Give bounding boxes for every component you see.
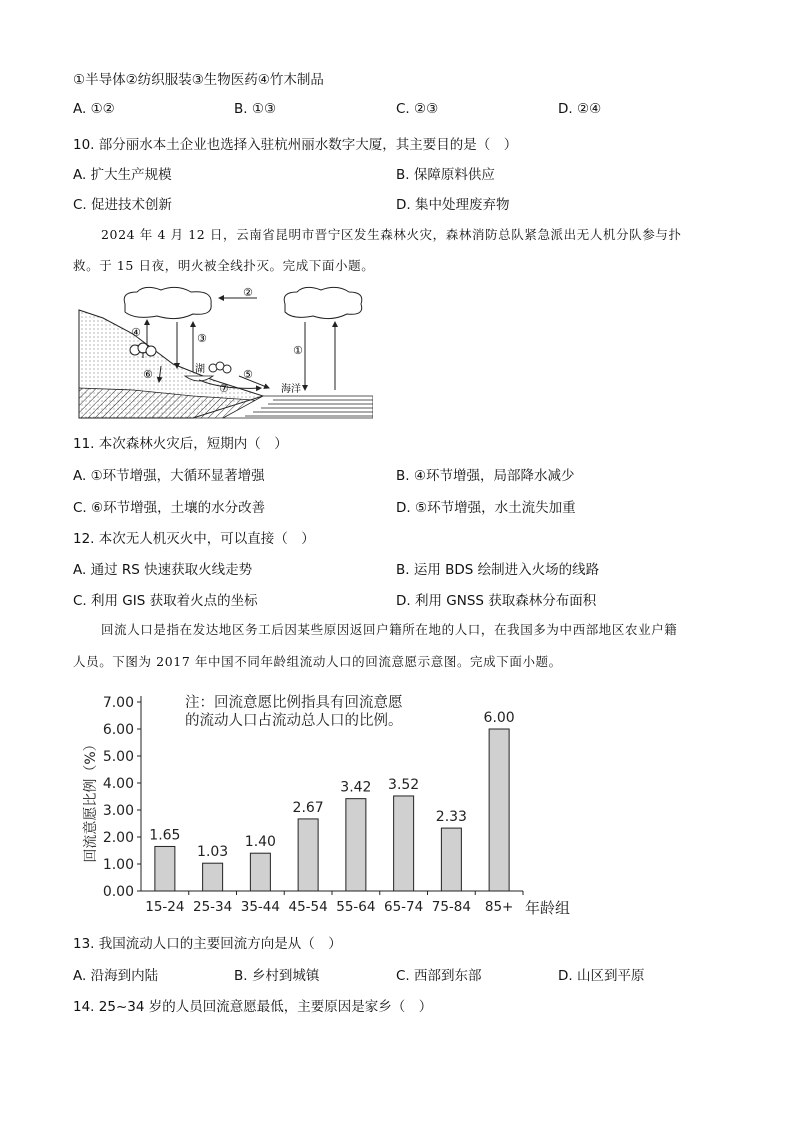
chart-x-tick-label: 15-24 <box>145 899 185 915</box>
water-cycle-diagram <box>73 284 373 420</box>
q13-option-c[interactable]: C. 西部到东部 <box>396 968 482 984</box>
chart-note-line2: 的流动人口占流动总人口的比例。 <box>185 713 403 729</box>
q14-stem: 14. 25~34 岁的人员回流意愿最低，主要原因是家乡（ ） <box>73 999 433 1015</box>
label-2: ② <box>243 286 253 299</box>
chart-note-line1: 注：回流意愿比例指具有回流意愿 <box>185 695 403 711</box>
q11-stem: 11. 本次森林火灾后，短期内（ ） <box>73 436 288 452</box>
q10-option-c[interactable]: C. 促进技术创新 <box>73 197 173 213</box>
chart-bar-value-label: 1.03 <box>197 844 229 861</box>
chart-bar-value-label: 1.40 <box>244 834 276 851</box>
chart-bar <box>298 819 318 891</box>
chart-bar <box>155 846 175 891</box>
chart-y-tick-label: 5.00 <box>102 749 134 765</box>
lake-label: 湖 <box>195 364 205 375</box>
chart-x-tick-label: 75-84 <box>431 899 471 915</box>
top-line: ①半导体②纺织服装③生物医药④竹木制品 <box>73 72 324 88</box>
chart-y-tick-label: 6.00 <box>102 722 134 738</box>
chart-bar <box>489 729 509 891</box>
q10-option-a[interactable]: A. 扩大生产规模 <box>73 167 172 183</box>
ocean-label: 海洋 <box>281 384 301 395</box>
label-7: ⑦ <box>219 382 229 395</box>
q9-option-c[interactable]: C. ②③ <box>396 101 439 117</box>
chart-bar <box>346 799 366 891</box>
q9-option-d[interactable]: D. ②④ <box>558 101 602 117</box>
label-4: ④ <box>131 326 141 339</box>
chart-bar-value-label: 1.65 <box>149 827 181 844</box>
chart-bar-value-label: 3.42 <box>340 779 372 796</box>
label-3: ③ <box>197 332 207 345</box>
chart-x-tick-label: 55-64 <box>336 899 376 915</box>
label-5: ⑤ <box>243 368 253 381</box>
q12-stem: 12. 本次无人机灭火中，可以直接（ ） <box>73 531 315 547</box>
chart-y-tick-label: 7.00 <box>102 695 134 711</box>
cloud-left <box>124 287 211 318</box>
q12-option-b[interactable]: B. 运用 BDS 绘制进入火场的线路 <box>396 562 600 578</box>
q11-option-c[interactable]: C. ⑥环节增强，土壤的水分改善 <box>73 500 266 516</box>
q10-option-d[interactable]: D. 集中处理废弃物 <box>396 197 510 213</box>
q11-option-d[interactable]: D. ⑤环节增强，水土流失加重 <box>396 500 576 516</box>
chart-bar-value-label: 2.67 <box>292 799 324 816</box>
chart-x-tick-label: 25-34 <box>193 899 233 915</box>
chart-bar-value-label: 6.00 <box>483 710 515 726</box>
q13-stem: 13. 我国流动人口的主要回流方向是从（ ） <box>73 936 342 952</box>
q11-option-a[interactable]: A. ①环节增强，大循环显著增强 <box>73 468 265 484</box>
chart-bar <box>203 863 223 891</box>
chart-xlabel: 年龄组 <box>525 899 571 917</box>
passage2-line2: 人员。下图为 2017 年中国不同年龄组流动人口的回流意愿示意图。完成下面小题。 <box>73 654 562 669</box>
passage1-line2: 救。于 15 日夜，明火被全线扑灭。完成下面小题。 <box>73 258 375 273</box>
chart-x-tick-label: 45-54 <box>288 899 328 915</box>
chart-bar <box>394 796 414 891</box>
chart-bar <box>441 828 461 891</box>
chart-y-tick-label: 2.00 <box>102 830 134 846</box>
q10-option-b[interactable]: B. 保障原料供应 <box>396 167 495 183</box>
return-willingness-chart <box>73 680 593 925</box>
q10-stem: 10. 部分丽水本土企业也选择入驻杭州丽水数字大厦，其主要目的是（ ） <box>73 137 518 153</box>
chart-y-tick-label: 0.00 <box>102 884 134 900</box>
q12-option-d[interactable]: D. 利用 GNSS 获取森林分布面积 <box>396 593 597 609</box>
chart-y-tick-label: 4.00 <box>102 776 134 792</box>
q9-option-a[interactable]: A. ①② <box>73 101 115 117</box>
q12-option-a[interactable]: A. 通过 RS 快速获取火线走势 <box>73 562 253 578</box>
label-6: ⑥ <box>143 368 153 381</box>
q12-option-c[interactable]: C. 利用 GIS 获取着火点的坐标 <box>73 593 258 609</box>
chart-x-tick-label: 65-74 <box>384 899 424 915</box>
q13-option-a[interactable]: A. 沿海到内陆 <box>73 968 159 984</box>
chart-ylabel: 回流意愿比例（%） <box>83 737 99 863</box>
chart-x-tick-label: 85+ <box>484 899 514 915</box>
chart-x-tick-label: 35-44 <box>240 899 280 915</box>
chart-bar-value-label: 2.33 <box>435 809 467 826</box>
chart-y-tick-label: 3.00 <box>102 803 134 819</box>
passage2-line1: 回流人口是指在发达地区务工后因某些原因返回户籍所在地的人口，在我国多为中西部地区农业户籍 <box>101 622 678 637</box>
chart-bar-value-label: 3.52 <box>388 776 420 793</box>
passage1-line1: 2024 年 4 月 12 日，云南省昆明市晋宁区发生森林火灾，森林消防总队紧急派出无人机分队参与扑 <box>101 227 682 242</box>
chart-bar <box>250 853 270 891</box>
q9-option-b[interactable]: B. ①③ <box>234 101 277 117</box>
label-1: ① <box>293 344 303 357</box>
q13-option-b[interactable]: B. 乡村到城镇 <box>234 968 320 984</box>
chart-y-tick-label: 1.00 <box>102 857 134 873</box>
q11-option-b[interactable]: B. ④环节增强，局部降水减少 <box>396 468 575 484</box>
cloud-right <box>284 287 362 318</box>
q13-option-d[interactable]: D. 山区到平原 <box>558 968 645 984</box>
